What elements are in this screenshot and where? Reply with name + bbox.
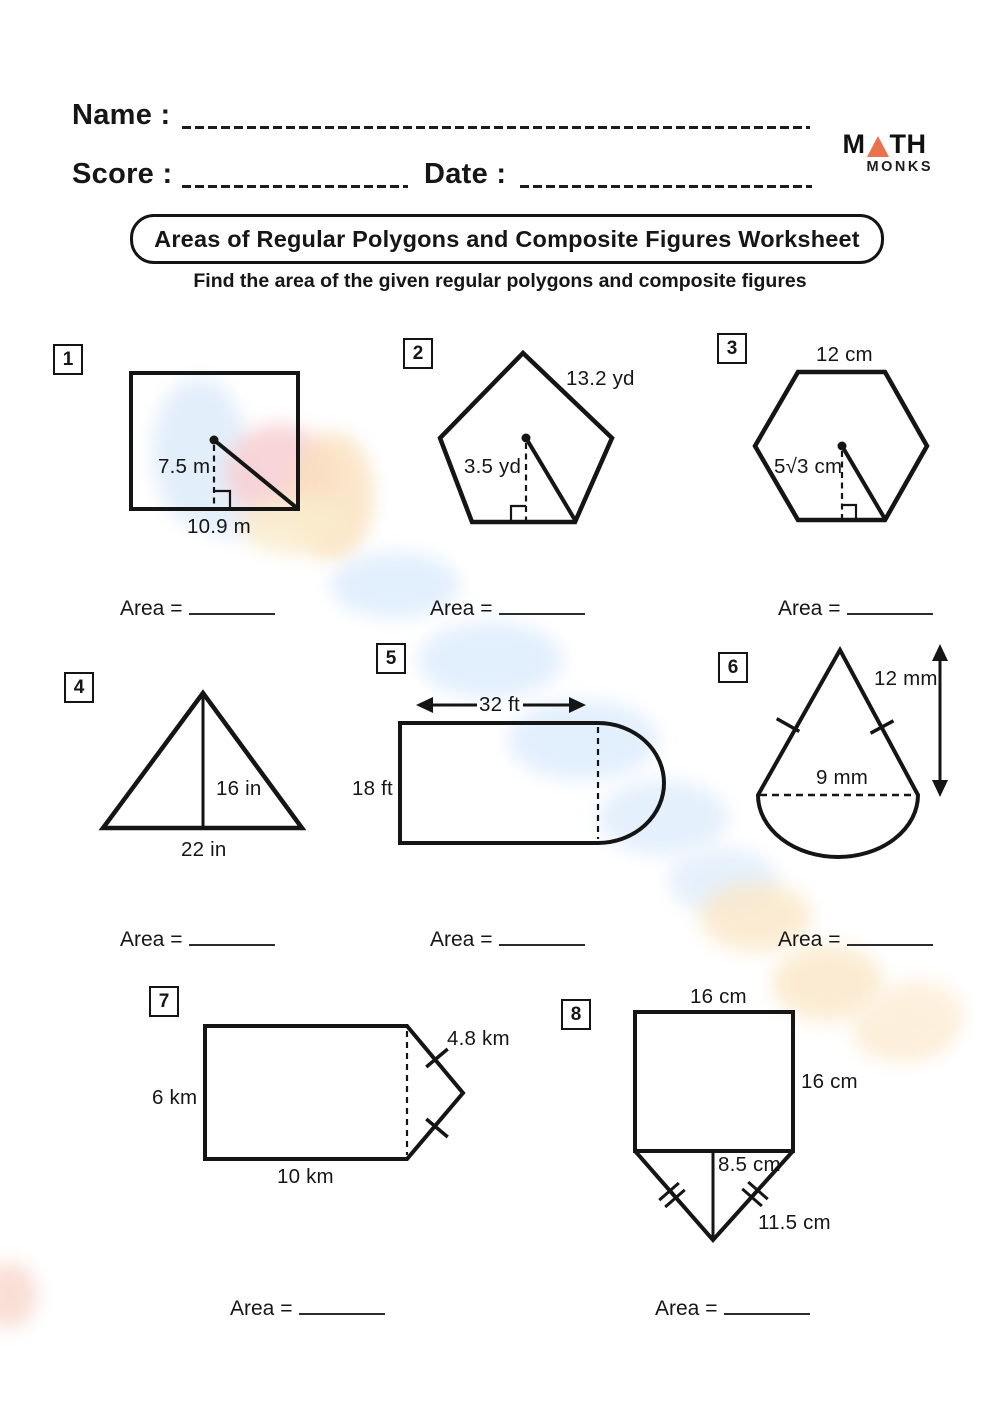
problem-number: 5 [376, 643, 406, 674]
logo-line1 [833, 131, 936, 158]
right-angle-mark [214, 491, 230, 508]
problem-number: 7 [149, 986, 179, 1017]
dim-apothem-3: 5√3 cm [774, 455, 843, 478]
area-answer-4 [120, 923, 275, 952]
worksheet-title: Areas of Regular Polygons and Composite Figures Worksheet [130, 214, 884, 264]
area-label: Area = [430, 928, 493, 951]
dim-base-6: 9 mm [816, 766, 869, 789]
dim-base-4: 22 in [181, 838, 227, 861]
math-monks-logo [833, 131, 936, 175]
dim-apothem-1: 7.5 m [158, 455, 211, 478]
area-answer-6 [778, 923, 933, 952]
area-answer-1 [120, 592, 275, 621]
answer-blank [724, 1292, 810, 1315]
answer-blank [847, 592, 933, 615]
area-answer-2 [430, 592, 585, 621]
arrowhead-right [569, 697, 586, 713]
figure-rect-semicircle [400, 697, 664, 843]
problem-number: 3 [717, 333, 747, 364]
figure-hexagon [755, 372, 927, 520]
area-label: Area = [230, 1297, 293, 1320]
date-label: Date : [424, 158, 507, 190]
figure-square-triangle [635, 1012, 793, 1240]
area-label: Area = [120, 597, 183, 620]
problem-number: 2 [403, 338, 433, 369]
dim-side-2: 13.2 yd [566, 367, 635, 390]
area-label: Area = [430, 597, 493, 620]
problem-number: 6 [718, 652, 748, 683]
figure-triangle [103, 693, 302, 828]
radius-line [214, 440, 297, 508]
center-dot [210, 436, 219, 445]
name-label: Name : [72, 99, 171, 131]
arrowhead-left [416, 697, 433, 713]
dim-apothem-2: 3.5 yd [464, 455, 522, 478]
triangle-icon [867, 136, 889, 157]
answer-blank [189, 923, 275, 946]
figure-square [131, 373, 298, 509]
dim-height-7: 6 km [152, 1086, 198, 1109]
area-label: Area = [778, 928, 841, 951]
answer-blank [499, 592, 585, 615]
dim-top-8: 16 cm [690, 985, 747, 1008]
dim-height-4: 16 in [216, 777, 262, 800]
score-label: Score : [72, 158, 173, 190]
dim-height-5: 18 ft [352, 777, 393, 800]
arrowhead-up [932, 644, 948, 661]
area-label: Area = [655, 1297, 718, 1320]
problem-number: 4 [64, 672, 94, 703]
dim-slant-8: 11.5 cm [758, 1211, 831, 1234]
area-answer-5 [430, 923, 585, 952]
area-answer-7 [230, 1292, 385, 1321]
area-answer-3 [778, 592, 933, 621]
logo-m: M [842, 129, 866, 159]
radius-line [526, 438, 575, 520]
answer-blank [847, 923, 933, 946]
worksheet-subtitle: Find the area of the given regular polygons and composite figures [193, 270, 807, 292]
figure-pencil [205, 1026, 463, 1159]
dim-side-3: 12 cm [816, 343, 873, 366]
center-dot [522, 434, 531, 443]
answer-blank [499, 923, 585, 946]
date-blank-line [520, 185, 812, 188]
score-blank-line [182, 185, 408, 188]
dim-slant-7: 4.8 km [447, 1027, 510, 1050]
dim-innerheight-8: 8.5 cm [718, 1153, 781, 1176]
logo-line2: MONKS [866, 159, 933, 175]
area-label: Area = [120, 928, 183, 951]
area-label: Area = [778, 597, 841, 620]
right-angle-mark [511, 506, 526, 522]
name-blank-line [182, 126, 810, 129]
dim-base-7: 10 km [277, 1165, 334, 1188]
area-answer-8 [655, 1292, 810, 1321]
arrowhead-down [932, 780, 948, 797]
dim-width-5: 32 ft [479, 693, 520, 716]
dim-right-8: 16 cm [801, 1070, 858, 1093]
problem-number: 1 [53, 344, 83, 375]
logo-th: TH [889, 129, 927, 159]
answer-blank [189, 592, 275, 615]
radius-line [842, 446, 885, 519]
center-dot [838, 442, 847, 451]
dim-base-1: 10.9 m [187, 515, 251, 538]
problem-number: 8 [561, 999, 591, 1030]
answer-blank [299, 1292, 385, 1315]
dim-height-6: 12 mm [874, 667, 938, 690]
